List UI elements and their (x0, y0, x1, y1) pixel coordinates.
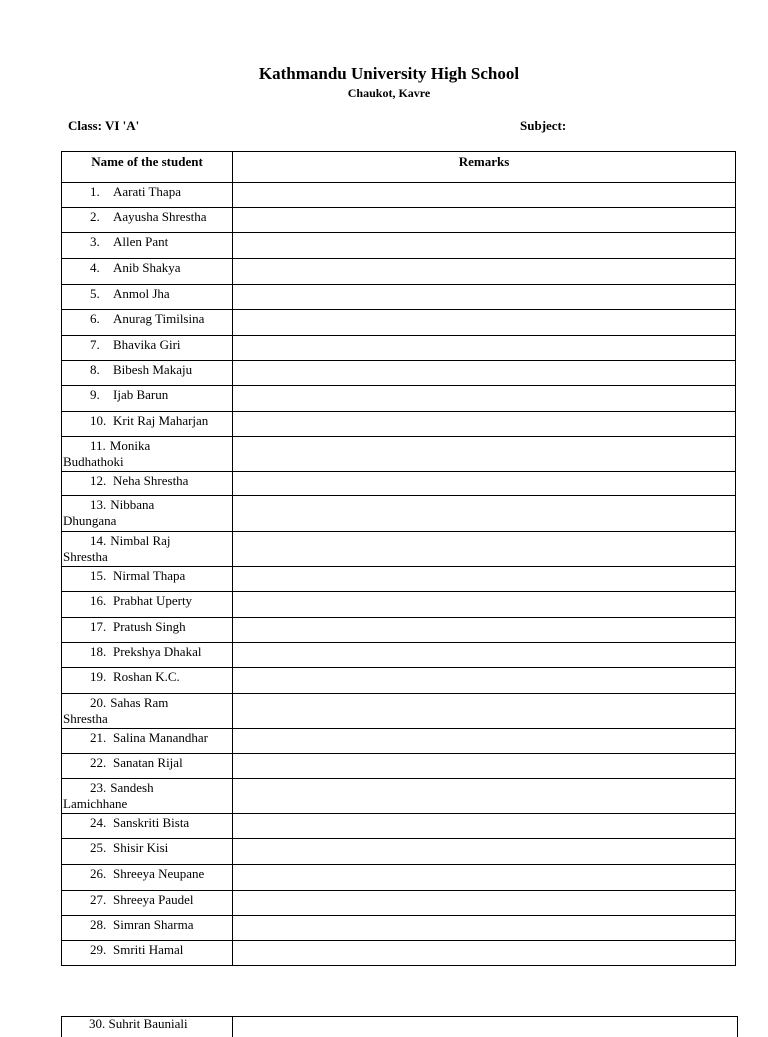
student-name-cell (62, 814, 233, 839)
subject-label: Subject: (520, 118, 567, 133)
remarks-cell[interactable] (233, 941, 736, 966)
table-row (62, 412, 736, 437)
table-row (62, 183, 736, 208)
row-number: 22. (90, 755, 107, 770)
row-number: 29. (90, 942, 107, 957)
table-row (62, 336, 736, 361)
remarks-cell[interactable] (233, 437, 736, 472)
school-title: Kathmandu University High School (258, 64, 520, 83)
student-name-cell (62, 472, 233, 496)
row-number: 23. (90, 780, 107, 795)
student-name-cell (62, 941, 233, 966)
row-number: 17. (90, 619, 107, 634)
student-name-cell (62, 779, 233, 814)
student-name-cell (62, 336, 233, 361)
row-number: 20. (90, 695, 107, 710)
row-number: 5. (90, 286, 100, 301)
table-row (62, 361, 736, 386)
remarks-cell[interactable] (233, 472, 736, 496)
student-name: Sanatan Rijal (113, 755, 183, 770)
row-number: 24. (90, 815, 107, 830)
remarks-cell[interactable] (233, 259, 736, 285)
remarks-cell[interactable] (233, 233, 736, 259)
student-name-cell (62, 233, 233, 259)
student-name-cell (62, 285, 233, 310)
row-number: 6. (90, 311, 100, 326)
table-row (62, 472, 736, 496)
student-name-cell (62, 310, 233, 336)
row-number: 2. (90, 209, 100, 224)
remarks-cell[interactable] (233, 386, 736, 412)
student-remarks-table (61, 151, 736, 966)
student-name: Sandesh (110, 780, 154, 795)
table-row (62, 618, 736, 643)
student-name: Roshan K.C. (113, 669, 180, 684)
row-number: 26. (90, 866, 107, 881)
student-name-cell (62, 567, 233, 592)
student-name: Sanskriti Bista (113, 815, 190, 830)
remarks-cell[interactable] (233, 285, 736, 310)
row-number: 13. (90, 497, 107, 512)
student-name: Bibesh Makaju (113, 362, 193, 377)
student-name: Bhavika Giri (113, 337, 181, 352)
remarks-cell[interactable] (233, 668, 736, 694)
student-name-cell (62, 361, 233, 386)
table-row (62, 891, 736, 916)
table-row (62, 592, 736, 618)
student-name: Ijab Barun (113, 387, 169, 402)
row-number: 28. (90, 917, 107, 932)
student-name-cell (62, 839, 233, 865)
remarks-cell[interactable] (233, 567, 736, 592)
remarks-cell[interactable] (233, 891, 736, 916)
student-name-cell (62, 386, 233, 412)
row-number: 3. (90, 234, 100, 249)
row-number: 10. (90, 413, 107, 428)
row-number: 7. (90, 337, 100, 352)
table-row (62, 233, 736, 259)
remarks-cell[interactable] (233, 814, 736, 839)
student-name: Salina Manandhar (113, 730, 208, 745)
row-number: 16. (90, 593, 107, 608)
student-name: Prekshya Dhakal (113, 644, 202, 659)
student-name-continued: Dhungana (63, 513, 117, 528)
row-number: 15. (90, 568, 107, 583)
remarks-cell[interactable] (233, 618, 736, 643)
student-name-cell (62, 437, 233, 472)
table-row (62, 916, 736, 941)
table-row (62, 814, 736, 839)
student-name-cell (62, 259, 233, 285)
remarks-cell[interactable] (233, 865, 736, 891)
student-name-cell (62, 208, 233, 233)
student-name-cell (62, 412, 233, 437)
remarks-cell[interactable] (233, 754, 736, 779)
row-number: 21. (90, 730, 107, 745)
student-name: Allen Pant (113, 234, 169, 249)
table-row (62, 532, 736, 567)
row-number: 14. (90, 533, 107, 548)
student-name: Sahas Ram (110, 695, 169, 710)
student-name: Shisir Kisi (113, 840, 169, 855)
row-number: 1. (90, 184, 100, 199)
student-name: Aarati Thapa (113, 184, 181, 199)
student-name: Nibbana (110, 497, 155, 512)
row-number: 9. (90, 387, 100, 402)
row-number: 25. (90, 840, 107, 855)
student-name-cell (62, 754, 233, 779)
partial-row-text: 30. Suhrit Bauniali (89, 1016, 188, 1031)
student-name-cell (62, 618, 233, 643)
row-number: 18. (90, 644, 107, 659)
student-name-continued: Shrestha (63, 549, 108, 564)
school-address: Chaukot, Kavre (347, 86, 431, 100)
table-row (62, 865, 736, 891)
remarks-cell[interactable] (233, 694, 736, 729)
table-row (62, 285, 736, 310)
student-name-cell (62, 668, 233, 694)
table-row (62, 386, 736, 412)
remarks-cell[interactable] (233, 729, 736, 754)
table-row (62, 694, 736, 729)
remarks-cell[interactable] (233, 310, 736, 336)
remarks-cell[interactable] (233, 532, 736, 567)
table-row (62, 437, 736, 472)
table-row (62, 259, 736, 285)
student-name: Pratush Singh (113, 619, 186, 634)
table-row (62, 729, 736, 754)
table-row (62, 754, 736, 779)
remarks-cell[interactable] (233, 183, 736, 208)
student-name-cell (62, 729, 233, 754)
student-name-cell (62, 865, 233, 891)
remarks-cell[interactable] (233, 208, 736, 233)
student-name: Monika (109, 438, 151, 453)
table-row (62, 779, 736, 814)
remarks-cell[interactable] (233, 496, 736, 532)
student-name: Nirmal Thapa (113, 568, 186, 583)
row-number: 19. (90, 669, 107, 684)
remarks-cell[interactable] (233, 336, 736, 361)
row-number: 27. (90, 892, 107, 907)
student-name-cell (62, 592, 233, 618)
table-row (62, 643, 736, 668)
student-name: Aayusha Shrestha (113, 209, 207, 224)
table-row (62, 567, 736, 592)
column-header-name: Name of the student (62, 152, 233, 183)
student-name: Anib Shakya (113, 260, 181, 275)
remarks-cell[interactable] (233, 643, 736, 668)
student-name: Shreeya Neupane (113, 866, 205, 881)
student-name-cell (62, 183, 233, 208)
student-name-cell (62, 891, 233, 916)
row-number: 12. (90, 473, 107, 488)
next-page-table-fragment (61, 1016, 738, 1037)
student-name-cell (62, 643, 233, 668)
student-name-continued: Shrestha (63, 711, 108, 726)
table-row (62, 668, 736, 694)
student-name: Krit Raj Maharjan (113, 413, 209, 428)
student-name-continued: Lamichhane (63, 796, 128, 811)
student-name: Neha Shrestha (113, 473, 189, 488)
student-name-cell (62, 916, 233, 941)
row-number: 8. (90, 362, 100, 377)
table-row (62, 941, 736, 966)
student-name: Anurag Timilsina (113, 311, 205, 326)
column-header-remarks: Remarks (233, 152, 736, 183)
student-name: Prabhat Uperty (113, 593, 193, 608)
table-header-row (62, 152, 736, 183)
student-name: Anmol Jha (113, 286, 170, 301)
remarks-cell[interactable] (233, 779, 736, 814)
remarks-cell[interactable] (233, 412, 736, 437)
remarks-cell[interactable] (233, 592, 736, 618)
student-name: Nimbal Raj (110, 533, 171, 548)
table-row (62, 208, 736, 233)
remarks-cell[interactable] (233, 361, 736, 386)
student-name: Smriti Hamal (113, 942, 184, 957)
student-name-continued: Budhathoki (63, 454, 124, 469)
student-rows (62, 183, 736, 966)
table-row (62, 310, 736, 336)
table-row (62, 496, 736, 532)
remarks-cell[interactable] (233, 839, 736, 865)
row-number: 11. (90, 438, 106, 453)
student-name-cell (62, 532, 233, 567)
student-name-cell (62, 496, 233, 532)
table-row (62, 839, 736, 865)
remarks-cell[interactable] (233, 916, 736, 941)
student-name: Shreeya Paudel (113, 892, 194, 907)
class-label: Class: VI 'A' (68, 118, 140, 133)
student-name: Simran Sharma (113, 917, 194, 932)
row-number: 4. (90, 260, 100, 275)
column-divider (232, 1017, 233, 1037)
student-name-cell (62, 694, 233, 729)
